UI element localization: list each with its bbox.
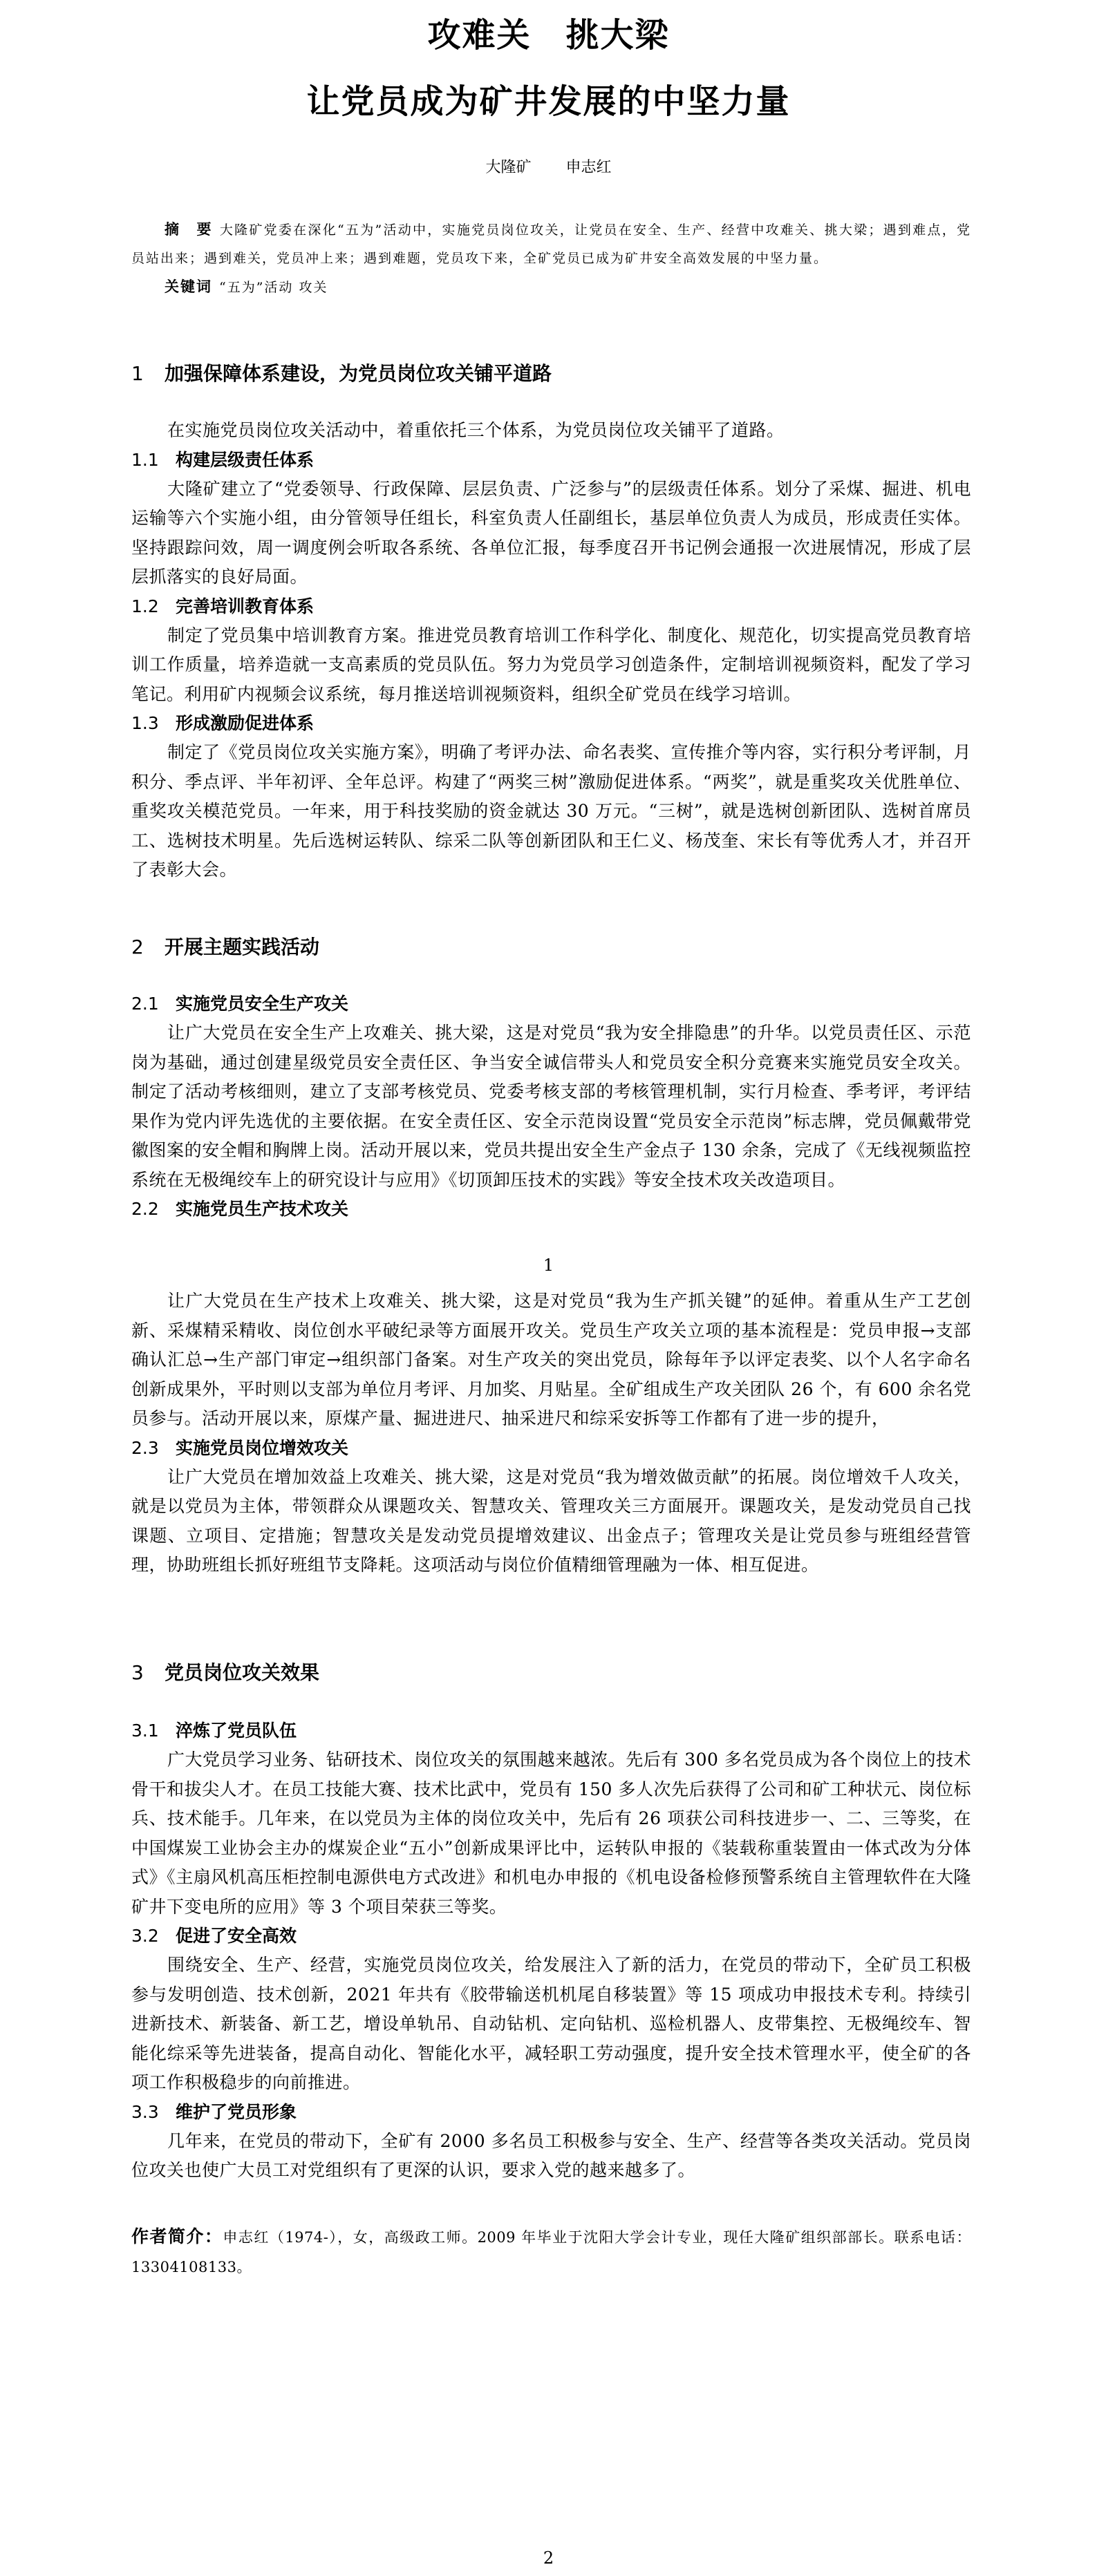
subsection-paragraph: 让广大党员在生产技术上攻难关、挑大梁，这是对党员“我为生产抓关键”的延伸。着重从生产工艺创新、采煤精采精收、岗位创水平破纪录等方面展开攻关。党员生产攻关立项的基本流程是：党员申报→支部确认汇总→生产部门审定→组织部门备案。对生产攻关的突出党员，除每年予以评定表奖、以个人名字命名创新成果外，平时则以支部为单位月考评、月加奖、月贴星。全矿组成生产攻关团队 26 个，有 600 余名党员参与。活动开展以来，原煤产量、掘进进尺、抽采进尺和综采安拆等工作都有了进一步的提升， (131, 1291, 971, 1428)
subsection-heading: 1.1 构建层级责任体系 (131, 449, 315, 470)
author-bio-text: 申志红（1974-），女，高级政工师。2009 年毕业于沈阳大学会计专业，现任大隆矿组织部部长。联系电话：13304108133。 (131, 2228, 971, 2275)
subsection-heading: 1.2 完善培训教育体系 (131, 596, 315, 616)
keywords (131, 273, 971, 302)
section-3 (131, 1657, 971, 2282)
subsection-paragraph: 广大党员学习业务、钻研技术、岗位攻关的氛围越来越浓。先后有 300 多名党员成为各个岗位上的技术骨干和拔尖人才。在员工技能大赛、技术比武中，党员有 150 多人次先后获得了公司和矿工种状元、岗位标兵、技术能手。几年来，在以党员为主体的岗位攻关中，先后有 26 项获公司科技进步一、二、三等奖，在中国煤炭工业协会主办的煤炭企业“五小”创新成果评比中，运转队申报的《装载称重装置由一体式改为分体式》《主扇风机高压柜控制电源供电方式改进》和机电办申报的《机电设备检修预警系统自主管理软件在大隆矿井下变电所的应用》等 3 个项目荣获三等奖。 (131, 1750, 971, 1917)
abstract (131, 216, 971, 302)
page-number: 2 (543, 2548, 554, 2568)
subsection-heading: 3.3 维护了党员形象 (131, 2101, 297, 2122)
section-1 (131, 358, 971, 885)
keywords-label: 关键词 (165, 278, 212, 295)
section-2 (131, 931, 971, 1224)
author-line (0, 155, 1097, 177)
subsection-paragraph: 让广大党员在增加效益上攻难关、挑大梁，这是对党员“我为增效做贡献”的拓展。岗位增效千人攻关，就是以党员为主体，带领群众从课题攻关、智慧攻关、管理攻关三方面展开。课题攻关，是发动党员自己找课题、立项目、定措施；智慧攻关是发动党员提增效建议、出金点子；管理攻关是让党员参与班组经营管理，协助班组长抓好班组节支降耗。这项活动与岗位价值精细管理融为一体、相互促进。 (131, 1466, 971, 1575)
abstract-paragraph (131, 216, 971, 273)
subsection-heading: 1.3 形成激励促进体系 (131, 713, 315, 733)
subsection-paragraph: 让广大党员在安全生产上攻难关、挑大梁，这是对党员“我为安全排隐患”的升华。以党员责任区、示范岗为基础，通过创建星级党员安全责任区、争当安全诚信带头人和党员安全积分竞赛来实施党员安全攻关。制定了活动考核细则，建立了支部考核党员、党委考核支部的考核管理机制，实行月检查、季考评，考评结果作为党内评先选优的主要依据。在安全责任区、安全示范岗设置“党员安全示范岗”标志牌，党员佩戴带党徽图案的安全帽和胸牌上岗。活动开展以来，党员共提出安全生产金点子 130 余条，完成了《无线视频监控系统在无极绳绞车上的研究设计与应用》《切顶卸压技术的实践》等安全技术攻关改造项目。 (131, 1023, 971, 1190)
section-heading: 1 加强保障体系建设，为党员岗位攻关铺平道路 (131, 362, 552, 385)
subsection-paragraph: 制定了党员集中培训教育方案。推进党员教育培训工作科学化、制度化、规范化，切实提高党员教育培训工作质量，培养造就一支高素质的党员队伍。努力为党员学习创造条件，定制培训视频资料，配发了学习笔记。利用矿内视频会议系统，每月推送培训视频资料，组织全矿党员在线学习培训。 (131, 625, 971, 704)
section-heading: 3 党员岗位攻关效果 (131, 1661, 320, 1684)
author-bio (131, 2222, 971, 2282)
author-name: 申志红 (565, 159, 612, 176)
abstract-label: 摘 要 (165, 221, 213, 238)
author-bio-label: 作者简介： (131, 2226, 223, 2246)
subsection-heading: 2.2 实施党员生产技术攻关 (131, 1199, 349, 1219)
section-2-continued (131, 1287, 971, 1580)
section-heading: 2 开展主题实践活动 (131, 936, 320, 958)
subsection-paragraph: 大隆矿建立了“党委领导、行政保障、层层负责、广泛参与”的层级责任体系。划分了采煤、掘进、机电运输等六个实施小组，由分管领导任组长，科室负责人任副组长，基层单位负责人为成员，形成责任实体。坚持跟踪问效，周一调度例会听取各系统、各单位汇报，每季度召开书记例会通报一次进展情况，形成了层层抓落实的良好局面。 (131, 478, 971, 587)
title-line-1: 攻难关 挑大梁 (427, 16, 670, 55)
page-number: 1 (543, 1256, 554, 1275)
keywords-text: “五为”活动 攻关 (219, 280, 328, 295)
section-intro: 在实施党员岗位攻关活动中，着重依托三个体系，为党员岗位攻关铺平了道路。 (167, 420, 785, 440)
subsection-paragraph: 几年来，在党员的带动下，全矿有 2000 多名员工积极参与安全、生产、经营等各类攻关活动。党员岗位攻关也使广大员工对党组织有了更深的认识，要求入党的越来越多了。 (131, 2130, 971, 2180)
subsection-paragraph: 制定了《党员岗位攻关实施方案》，明确了考评办法、命名表奖、宣传推介等内容，实行积分考评制，月积分、季点评、半年初评、全年总评。构建了“两奖三树”激励促进体系。“两奖”，就是重奖攻关优胜单位、重奖攻关模范党员。一年来，用于科技奖励的资金就达 30 万元。“三树”，就是选树创新团队、选树首席员工、选树技术明星。先后选树运转队、综采二队等创新团队和王仁义、杨茂奎、宋长有等优秀人才，并召开了表彰大会。 (131, 742, 971, 880)
title-line-2: 让党员成为矿井发展的中坚力量 (306, 82, 791, 121)
author-org: 大隆矿 (485, 159, 532, 176)
subsection-heading: 3.2 促进了安全高效 (131, 1926, 297, 1946)
subsection-heading: 3.1 淬炼了党员队伍 (131, 1721, 297, 1741)
abstract-text: 大隆矿党委在深化“五为”活动中，实施党员岗位攻关，让党员在安全、生产、经营中攻难关、挑大梁；遇到难点，党员站出来；遇到难关，党员冲上来；遇到难题，党员攻下来，全矿党员已成为矿井安全高效发展的中坚力量。 (131, 222, 971, 266)
subsection-paragraph: 围绕安全、生产、经营，实施党员岗位攻关，给发展注入了新的活力，在党员的带动下，全矿员工积极参与发明创造、技术创新，2021 年共有《胶带输送机机尾自移装置》等 15 项成功申报技术专利。持续引进新技术、新装备、新工艺，增设单轨吊、自动钻机、定向钻机、巡检机器人、皮带集控、无极绳绞车、智能化综采等先进装备，提高自动化、智能化水平，减轻职工劳动强度，提升安全技术管理水平，使全矿的各项工作积极稳步的向前推进。 (131, 1955, 971, 2092)
subsection-heading: 2.3 实施党员岗位增效攻关 (131, 1437, 349, 1458)
subsection-heading: 2.1 实施党员安全生产攻关 (131, 994, 349, 1014)
